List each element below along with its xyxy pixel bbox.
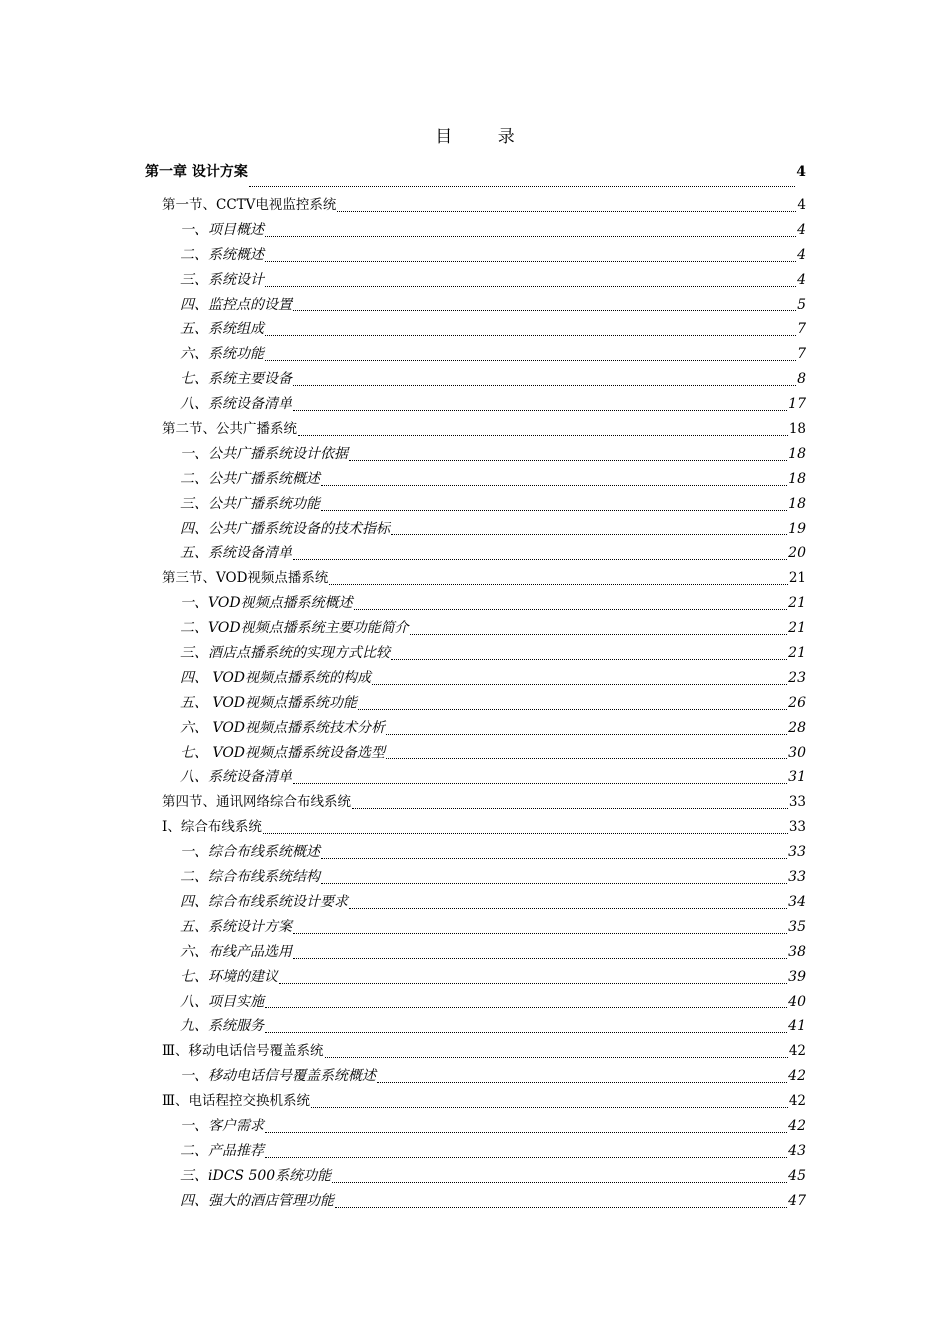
toc-dot-leader — [265, 322, 796, 336]
toc-entry-text: 二、产品推荐 — [180, 1142, 264, 1159]
toc-page-number: 18 — [788, 470, 806, 487]
toc-entry-item[interactable] — [0, 741, 950, 766]
toc-entry-item[interactable] — [0, 691, 950, 716]
toc-page-number: 38 — [788, 943, 806, 960]
toc-entry-item[interactable] — [0, 367, 950, 392]
toc-page-number: 34 — [788, 893, 806, 910]
toc-dot-leader — [377, 1069, 787, 1083]
toc-dot-leader — [263, 820, 788, 834]
toc-page-number: 8 — [797, 371, 806, 388]
toc-entry-chapter[interactable] — [0, 159, 950, 193]
toc-page-number: 31 — [788, 769, 806, 786]
toc-page-number: 18 — [788, 495, 806, 512]
toc-entry-item[interactable] — [0, 990, 950, 1015]
toc-entry-item[interactable] — [0, 218, 950, 243]
toc-entry-text: 一、移动电话信号覆盖系统概述 — [180, 1068, 376, 1085]
toc-dot-leader — [293, 546, 787, 560]
toc-page-number: 41 — [788, 1018, 806, 1035]
toc-entry-text: 八、项目实施 — [180, 993, 264, 1010]
toc-entry-text: 第一节、CCTV电视监控系统 — [162, 197, 337, 213]
toc-dot-leader — [265, 248, 796, 262]
toc-entry-text: 第一章 设计方案 — [145, 164, 248, 180]
toc-entry-item[interactable] — [0, 641, 950, 666]
toc-entry-item[interactable] — [0, 1189, 950, 1214]
toc-entry-text: 六、 VOD视频点播系统技术分析 — [180, 719, 386, 736]
toc-entry-text: 二、公共广播系统概述 — [180, 470, 320, 487]
toc-entry-item[interactable] — [0, 840, 950, 865]
toc-page-number: 42 — [788, 1093, 806, 1110]
toc-dot-leader — [265, 1119, 787, 1133]
toc-page-number: 7 — [797, 346, 806, 363]
toc-entry-item[interactable] — [0, 1114, 950, 1139]
toc-dot-leader — [349, 895, 787, 909]
toc-dot-leader — [386, 721, 787, 735]
toc-page-number: 45 — [788, 1167, 806, 1184]
toc-entry-text: 一、VOD视频点播系统概述 — [180, 595, 353, 612]
toc-page-number: 21 — [788, 645, 806, 662]
toc-dot-leader — [321, 497, 787, 511]
toc-entry-item[interactable] — [0, 268, 950, 293]
toc-page-number: 47 — [788, 1192, 806, 1209]
toc-page-number: 42 — [788, 1043, 806, 1060]
toc-entry-text: 二、系统概述 — [180, 246, 264, 263]
toc-entry-item[interactable] — [0, 716, 950, 741]
toc-entry-item[interactable] — [0, 467, 950, 492]
toc-dot-leader — [265, 273, 796, 287]
toc-entry-text: 八、系统设备清单 — [180, 769, 292, 786]
toc-page-number: 19 — [788, 520, 806, 537]
toc-dot-leader — [293, 397, 787, 411]
toc-page-number: 4 — [796, 164, 806, 180]
toc-entry-item[interactable] — [0, 492, 950, 517]
toc-dot-leader — [329, 571, 787, 585]
toc-dot-leader — [332, 1169, 787, 1183]
toc-entry-section[interactable] — [0, 193, 950, 218]
toc-entry-item[interactable] — [0, 342, 950, 367]
toc-dot-leader — [337, 198, 796, 212]
toc-page-number: 18 — [788, 445, 806, 462]
toc-dot-leader — [265, 347, 796, 361]
toc-entry-text: 六、布线产品选用 — [180, 943, 292, 960]
toc-entry-item[interactable] — [0, 517, 950, 542]
toc-entry-text: 八、系统设备清单 — [180, 396, 292, 413]
toc-entry-item[interactable] — [0, 392, 950, 417]
toc-entry-item[interactable] — [0, 1164, 950, 1189]
toc-entry-text: Ⅲ、电话程控交换机系统 — [162, 1093, 311, 1110]
toc-entry-text: 一、客户需求 — [180, 1117, 264, 1134]
toc-entry-text: 五、系统设计方案 — [180, 918, 292, 935]
toc-page-number: 4 — [797, 221, 806, 238]
toc-entry-text: 一、综合布线系统概述 — [180, 844, 320, 861]
toc-dot-leader — [293, 372, 796, 386]
toc-entry-text: Ⅲ、移动电话信号覆盖系统 — [162, 1043, 324, 1060]
toc-dot-leader — [349, 447, 787, 461]
toc-title: 目 录 — [435, 127, 535, 147]
toc-dot-leader — [293, 770, 787, 784]
toc-entry-item[interactable] — [0, 243, 950, 268]
toc-entry-text: 七、环境的建议 — [180, 968, 278, 985]
toc-entry-text: 三、系统设计 — [180, 271, 264, 288]
toc-entry-item[interactable] — [0, 890, 950, 915]
toc-page-number: 26 — [788, 694, 806, 711]
toc-dot-leader — [265, 1144, 787, 1158]
toc-entry-text: 第四节、通讯网络综合布线系统 — [162, 794, 351, 811]
toc-entry-item[interactable] — [0, 666, 950, 691]
toc-dot-leader — [321, 870, 787, 884]
toc-entry-text: 二、VOD视频点播系统主要功能简介 — [180, 620, 409, 637]
toc-dot-leader — [265, 223, 796, 237]
toc-page-number: 28 — [788, 719, 806, 736]
toc-dot-leader — [265, 994, 787, 1008]
toc-entry-text: 五、系统组成 — [180, 321, 264, 338]
toc-page-number: 5 — [797, 296, 806, 313]
toc-entry-item[interactable] — [0, 940, 950, 965]
toc-dot-leader — [391, 521, 787, 535]
toc-entry-section[interactable] — [0, 566, 950, 591]
toc-dot-leader — [354, 596, 788, 610]
toc-entry-section[interactable] — [0, 1039, 950, 1064]
toc-entry-text: 九、系统服务 — [180, 1018, 264, 1035]
toc-entry-text: 三、酒店点播系统的实现方式比较 — [180, 645, 390, 662]
toc-entry-section[interactable] — [0, 417, 950, 442]
toc-dot-leader — [358, 696, 787, 710]
toc-dot-leader — [325, 1044, 788, 1058]
toc-page-number: 39 — [788, 968, 806, 985]
toc-page-number: 4 — [797, 271, 806, 288]
toc-page-number: 4 — [797, 197, 806, 213]
toc-entry-section[interactable] — [0, 815, 950, 840]
toc-page-number: 21 — [788, 620, 806, 637]
toc-page-number: 33 — [788, 869, 806, 886]
toc-entry-text: 第二节、公共广播系统 — [162, 421, 297, 438]
toc-entry-text: 二、综合布线系统结构 — [180, 869, 320, 886]
toc-page-number: 30 — [788, 744, 806, 761]
toc-entry-text: 四、公共广播系统设备的技术指标 — [180, 520, 390, 537]
toc-entry-item[interactable] — [0, 1014, 950, 1039]
toc-dot-leader — [410, 621, 788, 635]
toc-entry-text: 三、公共广播系统功能 — [180, 495, 320, 512]
toc-entry-item[interactable] — [0, 442, 950, 467]
toc-entry-text: I、综合布线系统 — [162, 819, 262, 836]
toc-dot-leader — [279, 970, 787, 984]
toc-entry-text: 五、 VOD视频点播系统功能 — [180, 694, 358, 711]
toc-dot-leader — [352, 795, 788, 809]
toc-page-number: 23 — [788, 669, 806, 686]
toc-entry-text: 四、监控点的设置 — [180, 296, 292, 313]
toc-entry-text: 一、公共广播系统设计依据 — [180, 445, 348, 462]
toc-entry-text: 一、项目概述 — [180, 221, 264, 238]
toc-entry-section[interactable] — [0, 790, 950, 815]
toc-entry-item[interactable] — [0, 317, 950, 342]
toc-entry-item[interactable] — [0, 915, 950, 940]
toc-page-number: 18 — [788, 421, 806, 438]
toc-page-number: 20 — [788, 545, 806, 562]
toc-page-number: 4 — [797, 246, 806, 263]
toc-dot-leader — [386, 745, 787, 759]
toc-dot-leader — [321, 472, 787, 486]
toc-entry-text: 四、强大的酒店管理功能 — [180, 1192, 334, 1209]
toc-entry-item[interactable] — [0, 293, 950, 318]
toc-entry-text: 四、 VOD视频点播系统的构成 — [180, 669, 372, 686]
toc-page-number: 7 — [797, 321, 806, 338]
toc-page-number: 43 — [788, 1142, 806, 1159]
toc-dot-leader — [293, 945, 787, 959]
table-of-contents — [0, 159, 950, 1214]
toc-entry-text: 七、 VOD视频点播系统设备选型 — [180, 744, 386, 761]
toc-page-number: 17 — [788, 396, 806, 413]
toc-entry-item[interactable] — [0, 1064, 950, 1089]
toc-dot-leader — [372, 671, 787, 685]
toc-page-number: 42 — [788, 1117, 806, 1134]
toc-entry-item[interactable] — [0, 541, 950, 566]
toc-page-number: 33 — [788, 819, 806, 836]
toc-dot-leader — [391, 646, 787, 660]
toc-entry-item[interactable] — [0, 1139, 950, 1164]
toc-entry-item[interactable] — [0, 765, 950, 790]
toc-page-number: 33 — [788, 844, 806, 861]
toc-entry-item[interactable] — [0, 865, 950, 890]
toc-page-number: 35 — [788, 918, 806, 935]
toc-dot-leader — [321, 845, 787, 859]
toc-page-number: 40 — [788, 993, 806, 1010]
toc-dot-leader — [249, 173, 795, 187]
toc-entry-item[interactable] — [0, 616, 950, 641]
toc-entry-text: 第三节、VOD视频点播系统 — [162, 570, 329, 587]
toc-dot-leader — [311, 1094, 788, 1108]
toc-entry-item[interactable] — [0, 965, 950, 990]
toc-entry-item[interactable] — [0, 591, 950, 616]
toc-entry-text: 三、iDCS 500系统功能 — [180, 1167, 332, 1184]
toc-page-number: 21 — [788, 595, 806, 612]
toc-entry-text: 六、系统功能 — [180, 346, 264, 363]
toc-entry-section[interactable] — [0, 1089, 950, 1114]
toc-entry-text: 五、系统设备清单 — [180, 545, 292, 562]
toc-dot-leader — [265, 1019, 787, 1033]
toc-page-number: 21 — [788, 570, 806, 587]
toc-dot-leader — [293, 297, 796, 311]
toc-entry-text: 七、系统主要设备 — [180, 371, 292, 388]
toc-page-number: 42 — [788, 1068, 806, 1085]
toc-dot-leader — [298, 422, 788, 436]
toc-entry-text: 四、综合布线系统设计要求 — [180, 893, 348, 910]
toc-dot-leader — [293, 920, 787, 934]
toc-dot-leader — [335, 1194, 787, 1208]
toc-page-number: 33 — [788, 794, 806, 811]
